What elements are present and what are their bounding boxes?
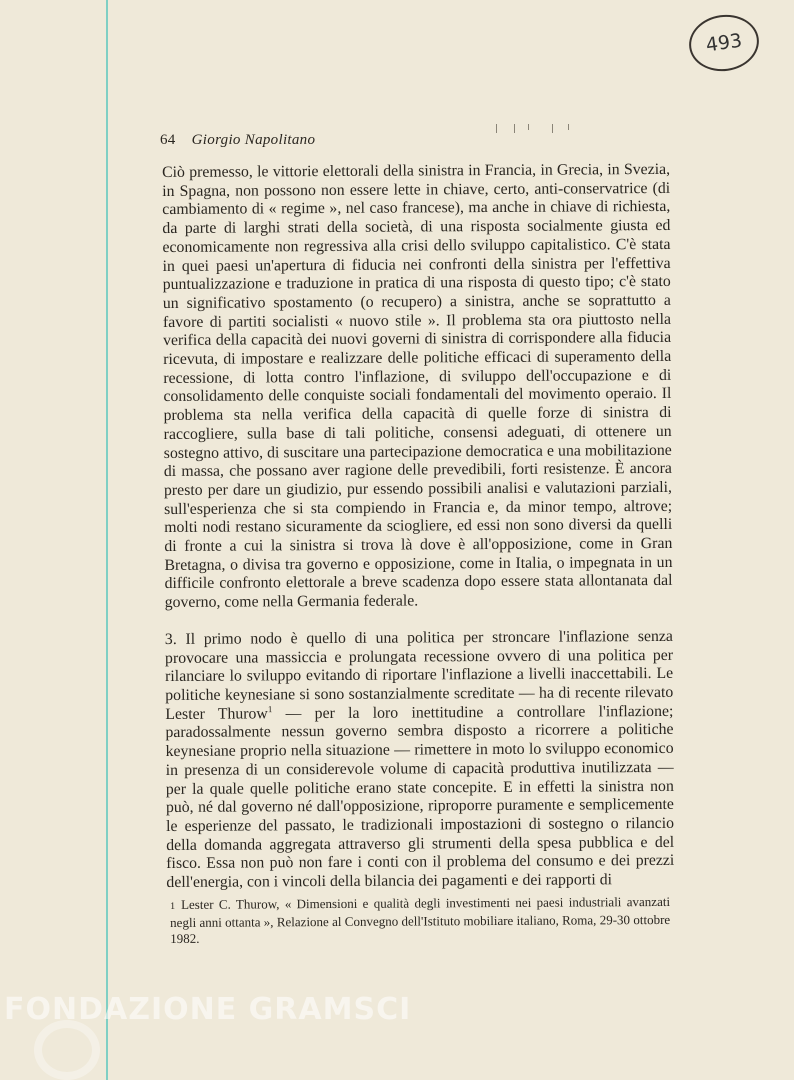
paragraph-2-part-1: 3. Il primo nodo è quello di una politica per stroncare l'inflazione senza provocare una massiccia e prolungata recessione ovvero di una politica per rilanciare lo sviluppo evitando di riportare l'inflazione a livelli inaccettabili. Le politiche keynesiane si sono sostanzialmente screditate — ha di recente rilevato Lester Thurow (164, 627, 674, 723)
footnote-reference: 1 (267, 703, 273, 714)
archive-page-number (685, 10, 762, 75)
scan-marks (490, 124, 580, 140)
paragraph-1: Ciò premesso, le vittorie elettorali della sinistra in Francia, in Grecia, in Svezia, in Spagna, non possono non essere lette in chiave, certo, anti-conservatrice (di cambiamento di « regime », nel caso francese), ma anche in chiave di richiesta, da parte di larghi strati della società, di una risposta socialmente giusta ed economicamente non regressiva alla crisi dello sviluppo capitalistico. C'è stata in quei paesi un'apertura di fiducia nei confronti della sinistra per l'effettiva puntualizzazione e traduzione in pratica di una risposta di questo tipo; c'è stato un significativo spostamento (o recupero) a sinistra, anche se soprattutto a favore di partiti socialisti « nuovo stile ». Il problema sta ora piuttosto nella verifica della capacità dei nuovi governi di sinistra di corrispondere alla fiducia ricevuta, di impostare e realizzare delle politiche efficaci di superamento della recessione, di lotta contro l'inflazione, di sviluppo dell'occupazione e di consolidamento delle conquiste sociali fondamentali del movimento operaio. Il problema sta nella verifica della capacità di quelle forze di sinistra di raccogliere, sulla base di tali politiche, consensi adeguati, di ottenere un sostegno attivo, di suscitare una partecipazione democratica e una mobilitazione di massa, che possano aver ragione delle prevedibili, forti resistenze. È ancora presto per dare un giudizio, pur essendo possibili analisi e valutazioni parziali, sull'esperienza che si sta compiendo in Francia e, da minor tempo, altrove; molti nodi restano sicuramente da sciogliere, ed essi non sono diversi da quelli di fronte a cui la sinistra si trova là dove è all'opposizione, come in Gran Bretagna, o divisa tra governo e opposizione, come in Italia, o impegnata in un difficile confronto elettorale a breve scadenza dopo essere stata allontanata dal governo, come nella Germania federale. (162, 160, 673, 612)
body-text (162, 161, 674, 893)
footnote-number: 1 (170, 900, 176, 912)
footnote (170, 894, 670, 947)
paragraph-2 (165, 628, 675, 893)
running-head (160, 132, 315, 149)
author-name: Giorgio Napolitano (191, 132, 316, 148)
watermark-logo-icon (34, 1020, 100, 1080)
footnote-text: Lester C. Thurow, « Dimensioni e qualità degli investimenti nei paesi industriali avanzati negli anni ottanta », Relazione al Convegno dell'Istituto mobiliare italiano, Roma, 29-30 ottobre 1982. (170, 893, 671, 946)
margin-line (106, 0, 108, 1080)
paragraph-2-part-2: — per la loro inettitudine a controllare l'inflazione; paradossalmente nessun governo sembra disposto a ricorrere a politiche keynesiane proprio nella situazione — rimettere in moto lo sviluppo economico in presenza di un considerevole volume di capacità produttiva inutilizzata — per la quale quelle politiche erano state concepite. E in effetti la sinistra non può, né dal governo né dall'opposizione, riproporre puramente e semplicemente le esperienze del passato, le tradizionali impostazioni di sostegno o rilancio della domanda aggregata attraverso gli strumenti della spesa pubblica e del fisco. Essa non può non fare i conti con il problema del consumo e dei prezzi dell'energia, con i vincoli della bilancia dei pagamenti e dei rapporti di (165, 702, 675, 892)
archive-number-text: 493 (704, 29, 744, 57)
page-number: 64 (160, 132, 176, 148)
watermark-text: FONDAZIONE GRAMSCI (4, 992, 412, 1027)
watermark (4, 992, 411, 1027)
